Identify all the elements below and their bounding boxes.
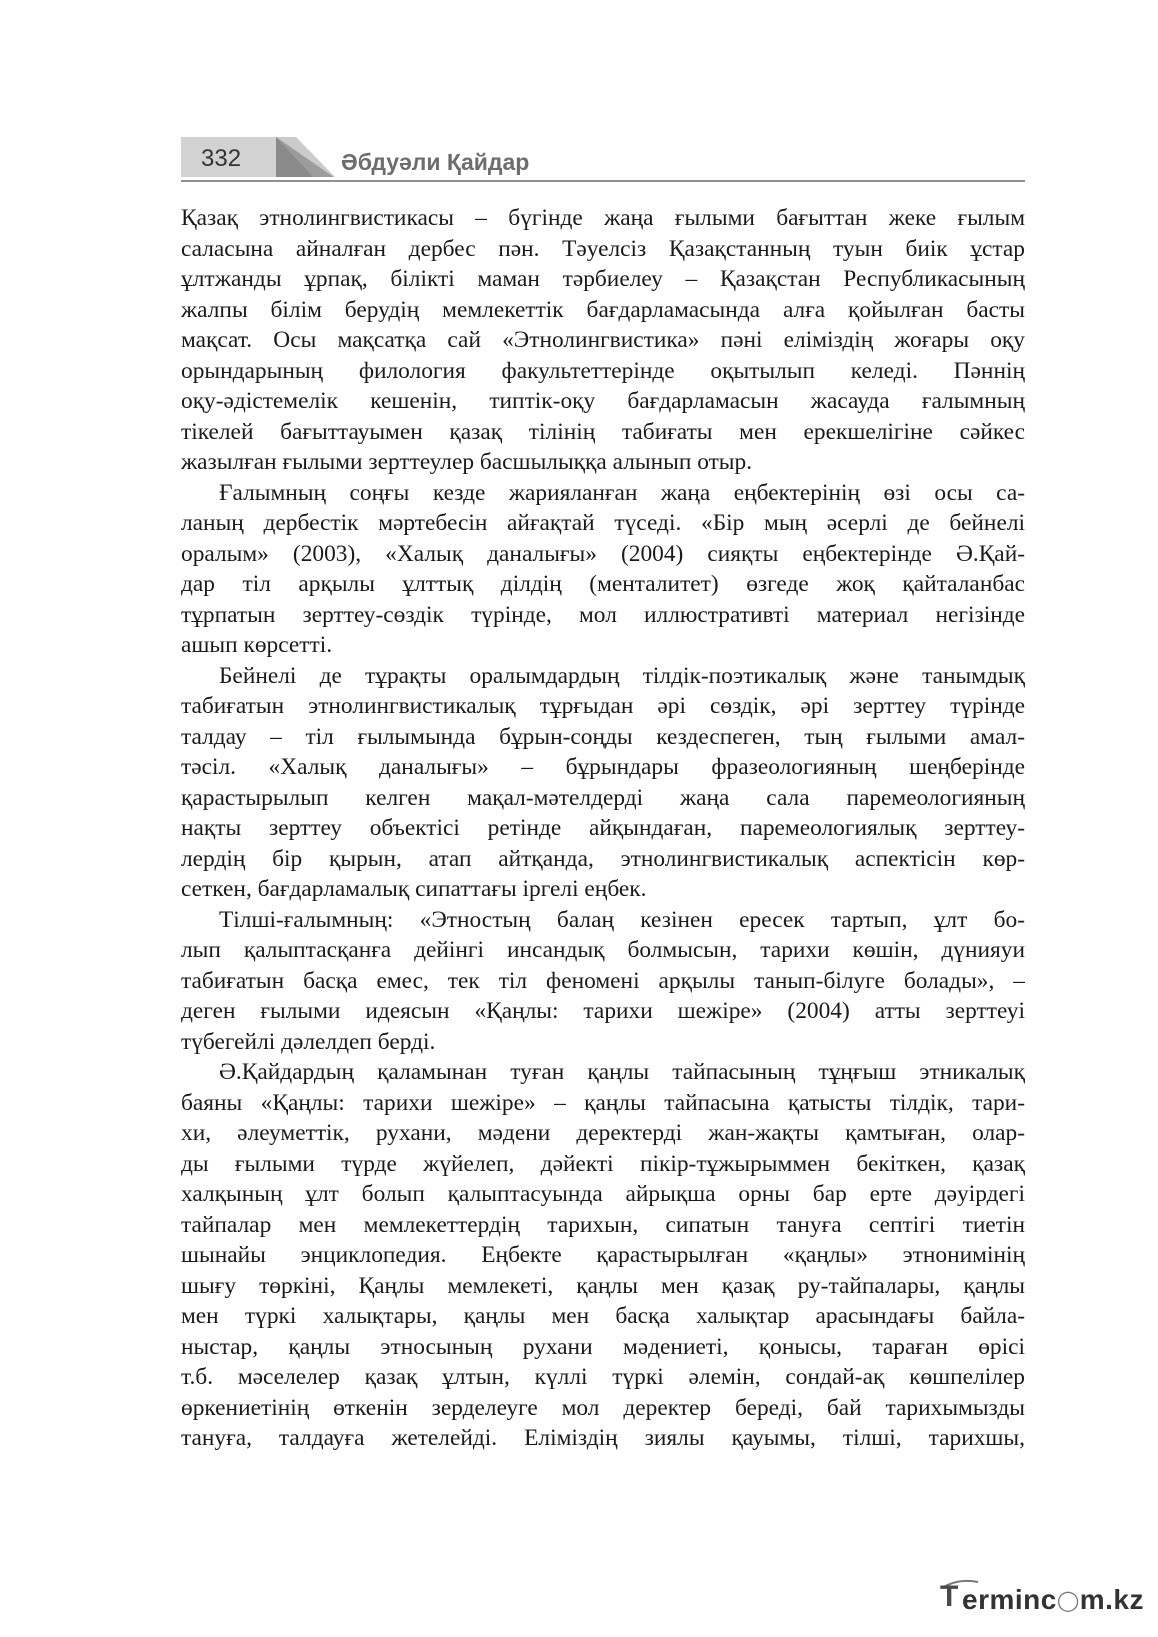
watermark-text: erminc◯m.kz <box>962 1584 1144 1615</box>
text-line: ашып көрсетті. <box>181 632 333 658</box>
header-wedge-decoration <box>276 137 338 177</box>
text-line: лып қалыптасқанға дейінгі инсандық болмысын, тарихи көшін, дүнияуи <box>181 937 1025 963</box>
text-line: табиғатын басқа емес, тек тіл феномені арқылы танып-білуге болады», – <box>181 967 1025 994</box>
text-line: халқының ұлт болып қалыптасуында айрықша орны бар ерте дәуірдегі <box>181 1181 1025 1207</box>
text-line: оқу-әдістемелік кешенін, типтік-оқу бағдарламасын жасауда ғалымның <box>181 388 1025 414</box>
text-line: Ғалымның соңғы кезде жарияланған жаңа еңбектерінің өзі осы са- <box>219 479 1025 506</box>
site-watermark <box>940 1578 1144 1618</box>
text-line: саласына айналған дербес пән. Тәуелсіз Қазақстанның туын биік ұстар <box>181 235 1025 262</box>
text-line: т.б. мәселелер қазақ ұлтын, күллі түркі әлемін, сондай-ақ көшпелілер <box>181 1364 1025 1390</box>
text-line: ныстар, қаңлы этносының рухани мәдениеті, қонысы, тараған өрісі <box>181 1333 1025 1360</box>
text-line: оралым» (2003), «Халық даналығы» (2004) сияқты еңбектерінде Ә.Қай- <box>181 540 1025 567</box>
text-line: тұрпатын зерттеу-сөздік түрінде, мол иллюстративті материал негізінде <box>181 601 1025 628</box>
text-line: өркениетінің өткенін зерделеуге мол деректер береді, бай тарихымызды <box>181 1394 1025 1421</box>
text-line: Бейнелі де тұрақты оралымдардың тілдік-поэтикалық және танымдық <box>219 662 1025 689</box>
text-line: жалпы білім берудің мемлекеттік бағдарламасында алға қойылған басты <box>181 296 1025 323</box>
text-line: тануға, талдауға жетелейді. Еліміздің зиялы қауымы, тілші, тарихшы, <box>181 1425 1025 1451</box>
text-line: баяны «Қаңлы: тарихи шежіре» – қаңлы тайпасына қатысты тілдік, тари- <box>181 1089 1025 1116</box>
text-line: шығу төркіні, Қаңлы мемлекеті, қаңлы мен қазақ ру-тайпалары, қаңлы <box>181 1272 1025 1299</box>
body-text <box>181 203 1025 1454</box>
header-rule <box>181 180 1025 182</box>
text-line: жазылған ғылыми зерттеулер басшылыққа алынып отыр. <box>181 449 753 475</box>
text-line: Тілші-ғалымның: «Этностың балаң кезінен ересек тартып, ұлт бо- <box>219 906 1025 933</box>
text-line: талдау – тіл ғылымында бұрын-соңды кездеспеген, тың ғылыми амал- <box>181 723 1025 750</box>
text-line: ды ғылыми түрде жүйелеп, дәйекті пікір-тұжырыммен бекіткен, қазақ <box>181 1150 1025 1177</box>
page-number-tab <box>181 137 276 177</box>
text-line: ланың дербестік мәртебесін айғақтай түседі. «Бір мың әсерлі де бейнелі <box>181 510 1025 536</box>
running-header <box>181 137 1025 185</box>
text-line: дар тіл арқылы ұлттық ділдің (менталитет) өзгеде жоқ қайталанбас <box>181 571 1025 597</box>
text-line: түбегейлі дәлелдеп берді. <box>181 1028 436 1055</box>
text-line: орындарының филология факультеттерінде оқытылып келеді. Пәннің <box>181 357 1025 384</box>
text-line: табиғатын этнолингвистикалық тұрғыдан әрі сөздік, әрі зерттеу түрінде <box>181 693 1025 719</box>
text-line: мен түркі халықтары, қаңлы мен басқа халықтар арасындағы байла- <box>181 1303 1025 1329</box>
text-line: сеткен, бағдарламалық сипаттағы іргелі еңбек. <box>181 876 647 902</box>
text-line: шынайы энциклопедия. Еңбекте қарастырылған «қаңлы» этнонимінің <box>181 1242 1025 1268</box>
text-line: қарастырылып келген мақал-мәтелдерді жаңа сала паремеологияның <box>181 784 1025 811</box>
text-line: ұлтжанды ұрпақ, білікті маман тәрбиелеу – Қазақстан Республикасының <box>181 266 1025 292</box>
text-line: тікелей бағыттауымен қазақ тілінің табиғаты мен ерекшелігіне сәйкес <box>181 418 1025 445</box>
text-line: хи, әлеуметтік, рухани, мәдени деректерді жан-жақты қамтыған, олар- <box>181 1120 1025 1146</box>
text-line: тайпалар мен мемлекеттердің тарихын, сипатын тануға септігі тиетін <box>181 1211 1025 1238</box>
running-header-author: Әбдуәли Қайдар <box>341 149 530 175</box>
text-line: мақсат. Осы мақсатқа сай «Этнолингвистика» пәні еліміздің жоғары оқу <box>181 327 1025 353</box>
page-number: 332 <box>201 145 242 172</box>
text-line: деген ғылыми идеясын «Қаңлы: тарихи шежіре» (2004) атты зерттеуі <box>181 998 1025 1024</box>
text-line: Қазақ этнолингвистикасы – бүгінде жаңа ғылыми бағыттан жеке ғылым <box>181 205 1025 231</box>
watermark-magnifier-icon: ◯ <box>1056 1590 1080 1612</box>
text-line: лердің бір қырын, атап айтқанда, этнолингвистикалық аспектісін көр- <box>181 845 1025 872</box>
watermark-initial: T <box>940 1580 959 1613</box>
text-line: тәсіл. «Халық даналығы» – бұрындары фразеологияның шеңберінде <box>181 754 1025 780</box>
text-line: нақты зерттеу объектісі ретінде айқындаған, паремеологиялық зерттеу- <box>181 815 1025 841</box>
text-line: Ә.Қайдардың қаламынан туған қаңлы тайпасының тұңғыш этникалық <box>219 1059 1025 1085</box>
